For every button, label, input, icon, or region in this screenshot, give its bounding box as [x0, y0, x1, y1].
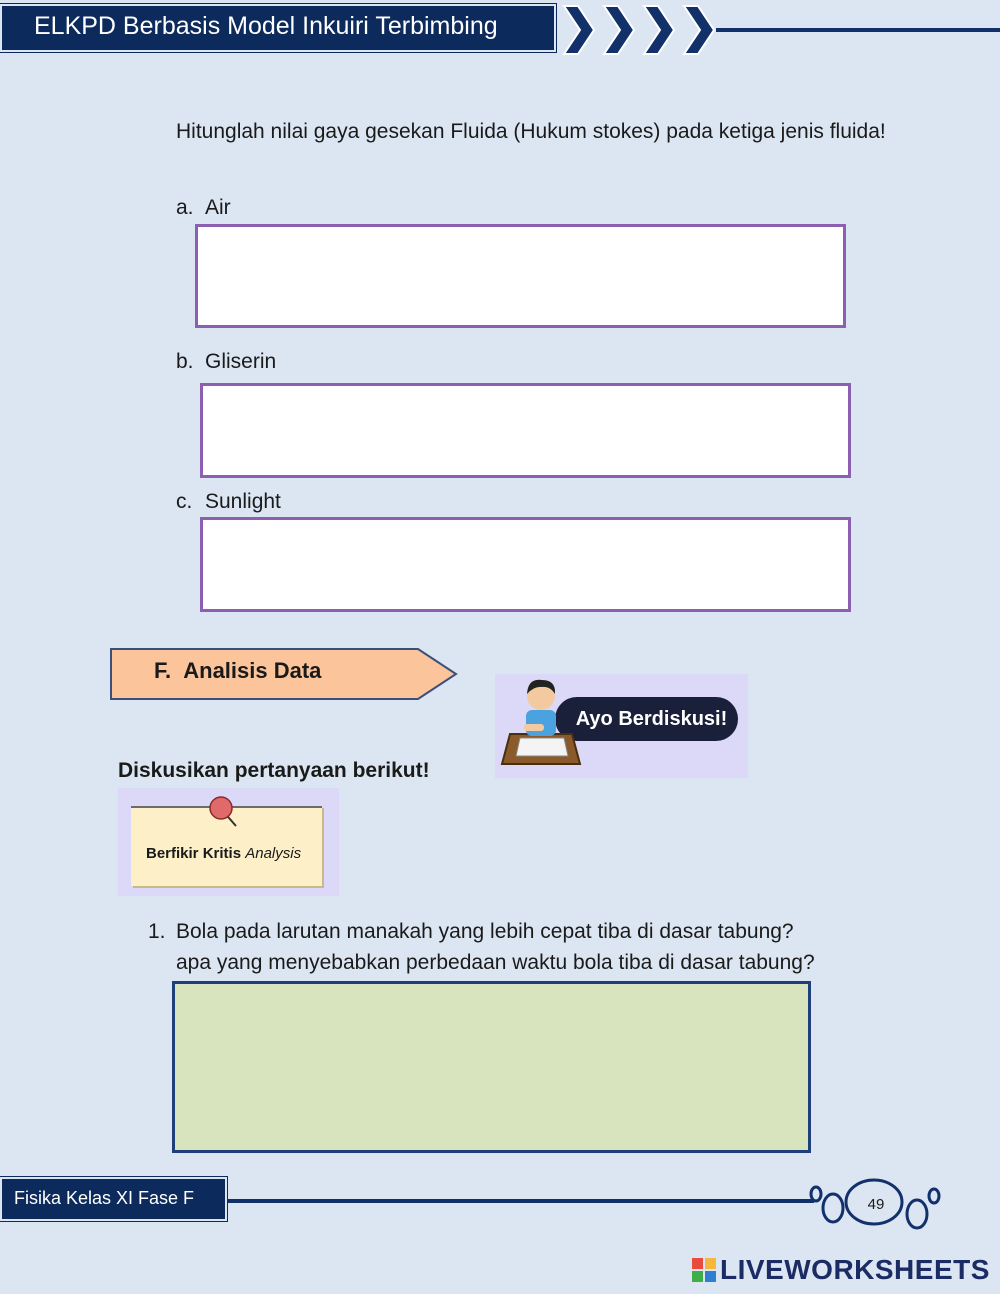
header-title: ELKPD Berbasis Model Inkuiri Terbimbing [34, 12, 498, 40]
header-line [716, 28, 1000, 32]
footer-line [228, 1199, 814, 1203]
fluid-marker-c: c. [176, 490, 193, 513]
fluid-marker-b: b. [176, 350, 194, 373]
question-number: 1. [148, 920, 166, 943]
footer-label: Fisika Kelas XI Fase F [14, 1188, 195, 1208]
note-bold-text: Berfikir Kritis [146, 845, 242, 862]
answer-box-question-1[interactable] [172, 981, 811, 1153]
question-line-2: apa yang menyebabkan perbedaan waktu bola tiba di dasar tabung? [176, 951, 815, 974]
page-number: 49 [867, 1195, 885, 1213]
section-title-text: Analisis Data [183, 658, 322, 683]
pushpin-icon [206, 794, 240, 828]
fluid-label-sunlight: Sunlight [205, 490, 281, 513]
section-title [154, 658, 321, 684]
fluid-marker-a: a. [176, 196, 194, 219]
student-writing-icon [498, 672, 584, 772]
question-text [176, 916, 936, 978]
discuss-badge: Ayo Berdiskusi! [555, 697, 738, 741]
note-italic-text: Analysis [245, 845, 302, 862]
liveworksheets-logo-icon [692, 1258, 716, 1282]
fluid-label-air: Air [205, 196, 231, 219]
discuss-prompt: Diskusikan pertanyaan berikut! [118, 759, 430, 782]
section-marker: F. [154, 658, 172, 683]
question-line-1: Bola pada larutan manakah yang lebih cepat tiba di dasar tabung? [176, 920, 794, 943]
answer-box-sunlight[interactable] [200, 517, 851, 612]
fluid-label-gliserin: Gliserin [205, 350, 277, 373]
note-label [146, 845, 301, 862]
answer-box-air[interactable] [195, 224, 846, 328]
liveworksheets-watermark: LIVEWORKSHEETS [720, 1254, 990, 1285]
header-chevrons-icon [560, 2, 720, 58]
instruction-text: Hitunglah nilai gaya gesekan Fluida (Hukum stokes) pada ketiga jenis fluida! [176, 120, 886, 143]
answer-box-gliserin[interactable] [200, 383, 851, 478]
